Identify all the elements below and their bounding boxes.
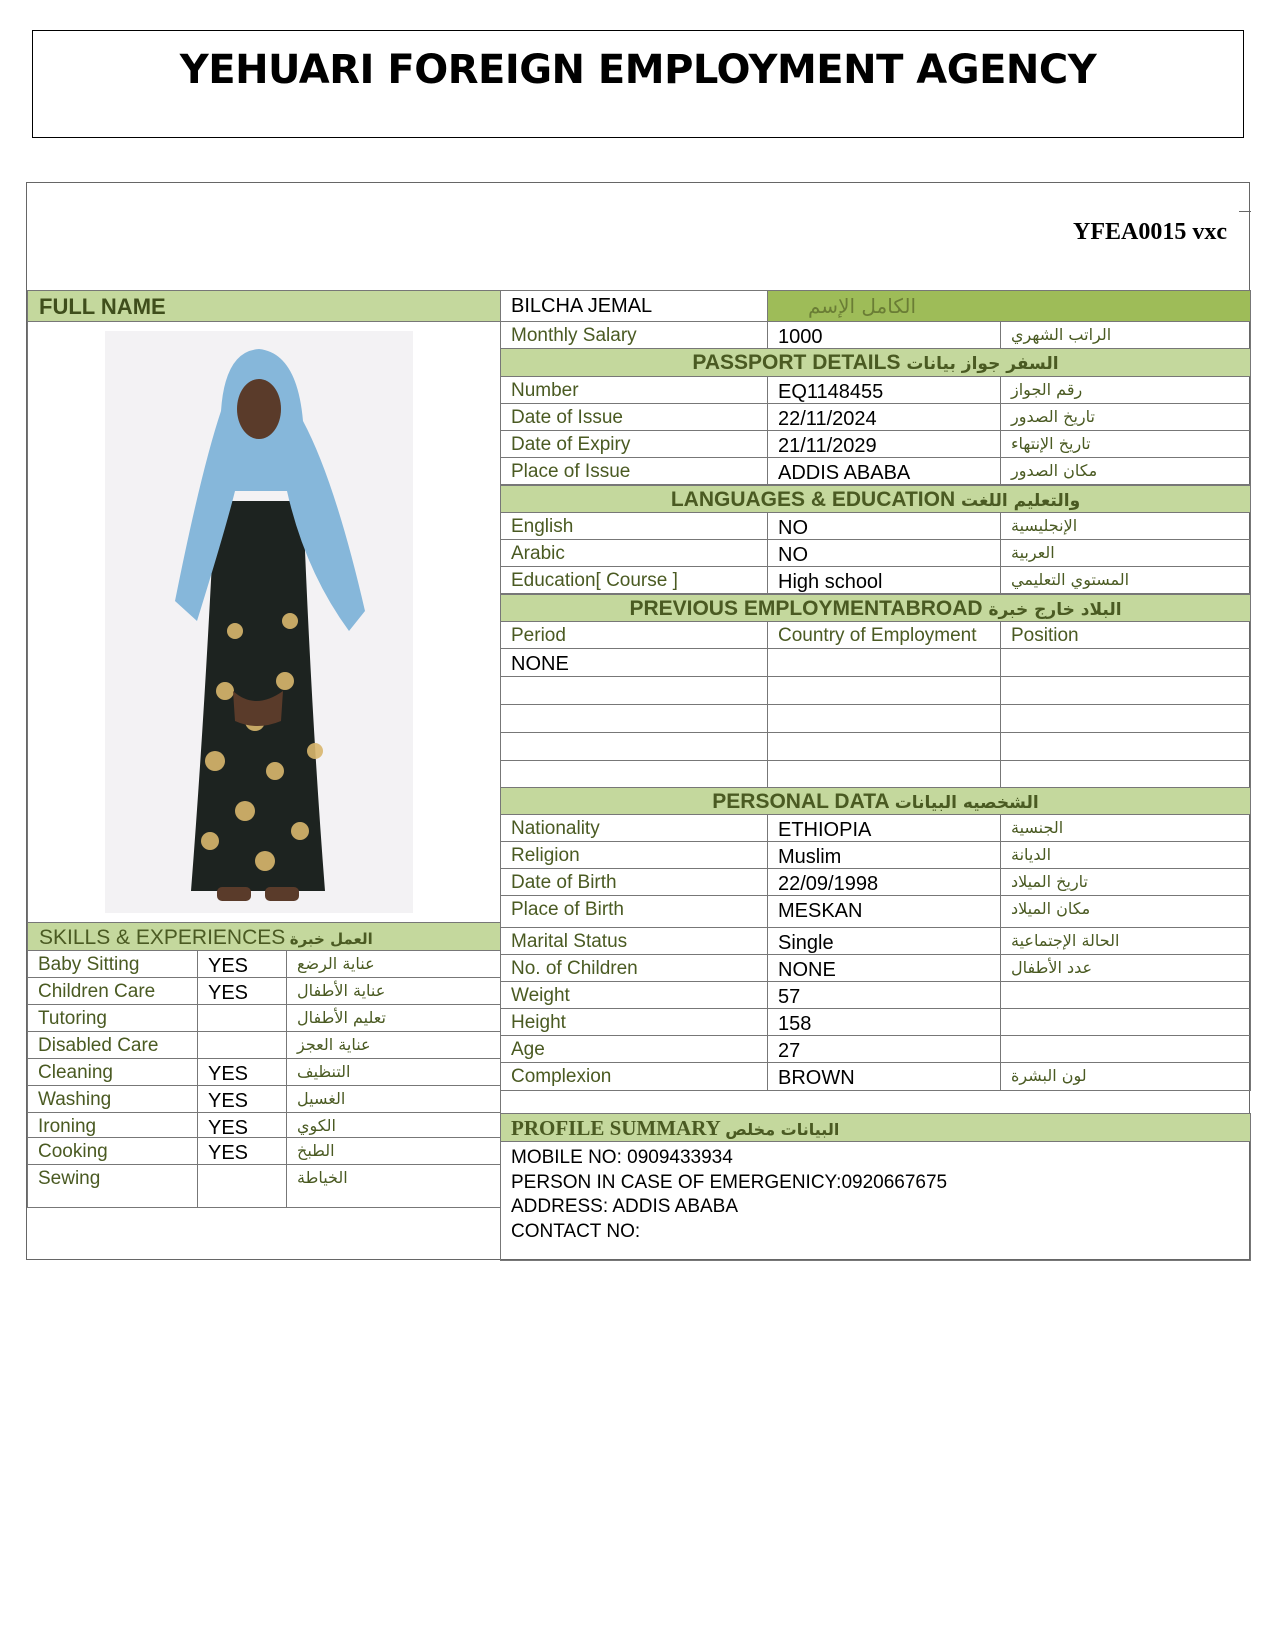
passport-value: 21/11/2029 (778, 435, 877, 457)
personal-label-cell (500, 1035, 768, 1063)
personal-label-ar-cell (1000, 1035, 1251, 1063)
employment-cell-cell (1000, 760, 1251, 789)
skill-value-cell (197, 1031, 287, 1059)
employment-cell-cell (767, 648, 1001, 677)
employment-cell-cell (1000, 676, 1251, 705)
personal-label-ar: عدد الأطفال (1011, 958, 1093, 977)
employment-column-header: Country of Employment (778, 625, 977, 646)
personal-section-header (500, 787, 1251, 815)
employment-cell (501, 737, 511, 759)
passport-label: Place of Issue (511, 461, 631, 482)
reference-code: YFEA0015 vxc (1073, 219, 1227, 245)
personal-header-ar: الشخصيه البيانات (894, 793, 1039, 813)
employment-cell-cell (1000, 648, 1251, 677)
agency-title: YEHUARI FOREIGN EMPLOYMENT AGENCY (179, 47, 1097, 93)
employment-cell-cell (500, 676, 768, 705)
personal-label: No. of Children (511, 958, 638, 979)
employment-cell-cell (767, 704, 1001, 733)
skill-label: Washing (38, 1089, 112, 1110)
salary-ar-cell (1000, 321, 1251, 349)
skill-label-ar-cell (286, 1164, 501, 1208)
passport-label-ar-cell (1000, 430, 1251, 458)
languages-value: High school (778, 571, 883, 593)
languages-label-ar-cell (1000, 539, 1251, 567)
employment-cell-cell (500, 732, 768, 761)
personal-label-cell (500, 841, 768, 869)
skill-label: Baby Sitting (38, 954, 140, 975)
personal-label-ar-cell (1000, 868, 1251, 896)
skill-value: YES (208, 955, 249, 977)
employment-cell (501, 709, 511, 731)
employment-header-ar: البلاد خارج خبرة (988, 600, 1122, 620)
employment-column-header-cell (767, 621, 1001, 649)
employment-cell (1001, 709, 1011, 731)
personal-label-ar-cell (1000, 981, 1251, 1009)
skill-value: YES (208, 982, 249, 1004)
employment-column-header-cell (1000, 621, 1251, 649)
agency-header (32, 30, 1244, 138)
personal-value: 57 (778, 986, 801, 1008)
personal-value-cell (767, 954, 1001, 982)
personal-label: Age (511, 1039, 545, 1060)
personal-label-cell (500, 868, 768, 896)
full-name-label-ar: الكامل الإسم (808, 294, 917, 318)
employment-cell-cell (767, 760, 1001, 789)
languages-label-ar: العربية (1011, 543, 1055, 562)
personal-label-ar: مكان الميلاد (1011, 899, 1091, 918)
employment-column-header-cell (500, 621, 768, 649)
employment-cell (1001, 653, 1011, 675)
personal-label-cell (500, 1008, 768, 1036)
passport-label-cell (500, 376, 768, 404)
passport-header-ar: السفر جواز بيانات (906, 354, 1059, 374)
languages-label-cell (500, 566, 768, 594)
personal-label: Place of Birth (511, 899, 624, 920)
employment-cell (768, 765, 778, 787)
skill-value (198, 1036, 208, 1058)
employment-cell (1001, 737, 1011, 759)
employment-cell (1001, 765, 1011, 787)
summary-line: CONTACT NO: (511, 1220, 641, 1242)
skill-label-cell (27, 1085, 198, 1113)
skill-label-ar-cell (286, 1058, 501, 1086)
skill-label-cell (27, 1058, 198, 1086)
languages-label: Arabic (511, 543, 565, 564)
employment-cell-cell (500, 648, 768, 677)
passport-header: PASSPORT DETAILS (692, 351, 901, 374)
summary-line: PERSON IN CASE OF EMERGENICY:0920667675 (511, 1171, 948, 1193)
skill-label-cell (27, 1112, 198, 1138)
skill-label: Sewing (38, 1168, 101, 1189)
passport-label: Number (511, 380, 579, 401)
cv-form (26, 182, 1250, 1260)
personal-label-ar-cell (1000, 895, 1251, 928)
personal-label-ar (1001, 1012, 1011, 1031)
passport-label-cell (500, 430, 768, 458)
employment-column-header: Position (1011, 625, 1079, 646)
skill-label-ar: الطبخ (297, 1141, 335, 1160)
skill-label-cell (27, 1164, 198, 1208)
personal-label: Complexion (511, 1066, 612, 1087)
skill-value (198, 1009, 208, 1031)
skill-label-ar-cell (286, 1112, 501, 1138)
full-name-value-cell (500, 290, 768, 322)
personal-label-ar-cell (1000, 927, 1251, 955)
skill-label: Tutoring (38, 1008, 107, 1029)
summary-line: ADDRESS: ADDIS ABABA (511, 1196, 739, 1217)
candidate-photo (105, 331, 413, 913)
employment-cell (768, 653, 778, 675)
personal-label-ar: الجنسية (1011, 818, 1064, 837)
salary-label-ar: الراتب الشهري (1011, 325, 1112, 344)
skill-label-ar: التنظيف (297, 1062, 351, 1081)
salary-value-cell (767, 321, 1001, 349)
passport-value-cell (767, 376, 1001, 404)
employment-cell-cell (1000, 704, 1251, 733)
personal-label-cell (500, 981, 768, 1009)
languages-label: English (511, 516, 574, 537)
personal-value-cell (767, 981, 1001, 1009)
personal-label: Nationality (511, 818, 600, 839)
personal-value-cell (767, 841, 1001, 869)
languages-label-ar-cell (1000, 512, 1251, 540)
skill-label-cell (27, 1137, 198, 1165)
employment-cell (768, 709, 778, 731)
languages-label: Education[ Course ] (511, 570, 678, 591)
skill-label-ar-cell (286, 1085, 501, 1113)
personal-label-cell (500, 895, 768, 928)
skill-value: YES (208, 1117, 249, 1138)
full-name-label-cell (27, 290, 501, 322)
skill-value-cell (197, 1137, 287, 1165)
skill-label-ar-cell (286, 1004, 501, 1032)
personal-label-ar-cell (1000, 1062, 1251, 1091)
languages-label-cell (500, 512, 768, 540)
skills-header-ar: العمل خبرة (289, 930, 373, 948)
skill-value-cell (197, 950, 287, 978)
languages-value-cell (767, 512, 1001, 540)
personal-label-cell (500, 1062, 768, 1091)
employment-header: PREVIOUS EMPLOYMENTABROAD (629, 597, 983, 620)
salary-value: 1000 (778, 326, 823, 348)
skill-label-ar: عناية الرضع (297, 954, 375, 973)
personal-value: MESKAN (778, 900, 863, 922)
personal-label-ar (1001, 1039, 1011, 1058)
skill-label-ar: الخياطة (297, 1168, 348, 1187)
skills-section-header (27, 922, 501, 951)
employment-cell-cell (767, 676, 1001, 705)
skill-label-cell (27, 1031, 198, 1059)
profile-header-ar: البيانات مخلص (725, 1120, 840, 1139)
profile-section-header (500, 1113, 1251, 1142)
skill-label: Ironing (38, 1116, 97, 1137)
personal-value: Single (778, 932, 834, 954)
personal-label: Marital Status (511, 931, 628, 952)
corner-mark (1239, 211, 1251, 212)
languages-value: NO (778, 544, 808, 566)
skills-header: SKILLS & EXPERIENCES (39, 926, 286, 949)
skill-value (198, 1169, 208, 1191)
personal-value: ETHIOPIA (778, 819, 872, 841)
passport-label-ar: تاريخ الصدور (1011, 407, 1095, 426)
skill-label-ar-cell (286, 977, 501, 1005)
employment-cell (768, 737, 778, 759)
personal-label-ar: الحالة الإجتماعية (1011, 931, 1120, 950)
personal-label-ar: لون البشرة (1011, 1066, 1087, 1085)
personal-value: 27 (778, 1040, 801, 1062)
skill-label: Cleaning (38, 1062, 113, 1083)
passport-value: EQ1148455 (778, 381, 884, 403)
skill-label-ar-cell (286, 1137, 501, 1165)
personal-header: PERSONAL DATA (712, 790, 889, 813)
passport-label: Date of Issue (511, 407, 623, 428)
passport-value-cell (767, 403, 1001, 431)
passport-value: ADDIS ABABA (778, 462, 911, 484)
skill-label-cell (27, 950, 198, 978)
languages-value-cell (767, 566, 1001, 594)
full-name-value: BILCHA JEMAL (511, 295, 653, 317)
employment-cell-cell (767, 732, 1001, 761)
languages-label-ar-cell (1000, 566, 1251, 594)
personal-label-cell (500, 814, 768, 842)
personal-label-ar-cell (1000, 954, 1251, 982)
personal-label-ar-cell (1000, 1008, 1251, 1036)
skill-label: Cooking (38, 1141, 108, 1162)
skill-label: Children Care (38, 981, 156, 1002)
languages-header-ar: والتعليم اللغت (960, 491, 1081, 511)
languages-header: LANGUAGES & EDUCATION (670, 488, 956, 511)
languages-label-ar: الإنجليسية (1011, 516, 1078, 535)
languages-label-cell (500, 539, 768, 567)
personal-value: 22/09/1998 (778, 873, 879, 895)
personal-label: Religion (511, 845, 580, 866)
salary-label: Monthly Salary (511, 325, 637, 346)
personal-label: Weight (511, 985, 570, 1006)
personal-label-cell (500, 927, 768, 955)
skill-value-cell (197, 977, 287, 1005)
passport-label-cell (500, 403, 768, 431)
languages-value: NO (778, 517, 808, 539)
skill-label-ar-cell (286, 950, 501, 978)
passport-label-ar-cell (1000, 376, 1251, 404)
employment-cell (1001, 681, 1011, 703)
full-name-ar-cell (767, 290, 1251, 322)
skill-label-ar: تعليم الأطفال (297, 1008, 386, 1027)
skill-value: YES (208, 1090, 249, 1112)
employment-cell (501, 765, 511, 787)
employment-column-header: Period (511, 625, 566, 646)
salary-label-cell (500, 321, 768, 349)
personal-label-ar-cell (1000, 814, 1251, 842)
summary-line: MOBILE NO: 0909433934 (511, 1147, 733, 1168)
employment-cell: NONE (511, 653, 569, 675)
employment-cell (501, 681, 511, 703)
skill-value-cell (197, 1112, 287, 1138)
skill-value: YES (208, 1063, 249, 1085)
personal-value-cell (767, 1062, 1001, 1091)
skill-label: Disabled Care (38, 1035, 159, 1056)
skill-label-ar: الغسيل (297, 1089, 346, 1108)
passport-value-cell (767, 430, 1001, 458)
personal-value: 158 (778, 1013, 812, 1035)
full-name-label: FULL NAME (39, 294, 166, 319)
employment-cell-cell (1000, 732, 1251, 761)
skill-label-ar: عناية العجز (297, 1035, 371, 1054)
personal-label: Height (511, 1012, 566, 1033)
personal-value-cell (767, 895, 1001, 928)
personal-label-ar: تاريخ الميلاد (1011, 872, 1088, 891)
skill-label-cell (27, 977, 198, 1005)
passport-label-ar-cell (1000, 403, 1251, 431)
employment-section-header (500, 594, 1251, 622)
skill-value-cell (197, 1004, 287, 1032)
personal-label-cell (500, 954, 768, 982)
personal-value-cell (767, 868, 1001, 896)
passport-value-cell (767, 457, 1001, 485)
passport-label-ar-cell (1000, 457, 1251, 485)
personal-value-cell (767, 1008, 1001, 1036)
profile-header: PROFILE SUMMARY (511, 1116, 721, 1140)
passport-label: Date of Expiry (511, 434, 631, 455)
languages-value-cell (767, 539, 1001, 567)
skill-value-cell (197, 1164, 287, 1208)
employment-cell-cell (500, 704, 768, 733)
employment-cell-cell (500, 760, 768, 789)
passport-label-ar: مكان الصدور (1011, 461, 1098, 480)
skill-value-cell (197, 1058, 287, 1086)
personal-value-cell (767, 927, 1001, 955)
personal-label: Date of Birth (511, 872, 617, 893)
skill-label-ar: الكوي (297, 1116, 336, 1135)
profile-summary-box (500, 1141, 1251, 1261)
passport-label-cell (500, 457, 768, 485)
personal-label-ar-cell (1000, 841, 1251, 869)
personal-value: BROWN (778, 1067, 855, 1089)
employment-cell (768, 681, 778, 703)
personal-value-cell (767, 1035, 1001, 1063)
skill-label-cell (27, 1004, 198, 1032)
personal-value: NONE (778, 959, 836, 981)
skill-label-ar-cell (286, 1031, 501, 1059)
personal-label-ar: الديانة (1011, 845, 1052, 864)
personal-label-ar (1001, 985, 1011, 1004)
passport-label-ar: رقم الجواز (1011, 380, 1083, 399)
skill-value-cell (197, 1085, 287, 1113)
languages-section-header (500, 485, 1251, 513)
personal-value: Muslim (778, 846, 842, 868)
passport-section-header (500, 348, 1251, 377)
passport-value: 22/11/2024 (778, 408, 877, 430)
personal-value-cell (767, 814, 1001, 842)
skill-label-ar: عناية الأطفال (297, 981, 386, 1000)
languages-label-ar: المستوي التعليمي (1011, 570, 1130, 589)
skill-value: YES (208, 1142, 249, 1164)
passport-label-ar: تاريخ الإنتهاء (1011, 434, 1091, 453)
